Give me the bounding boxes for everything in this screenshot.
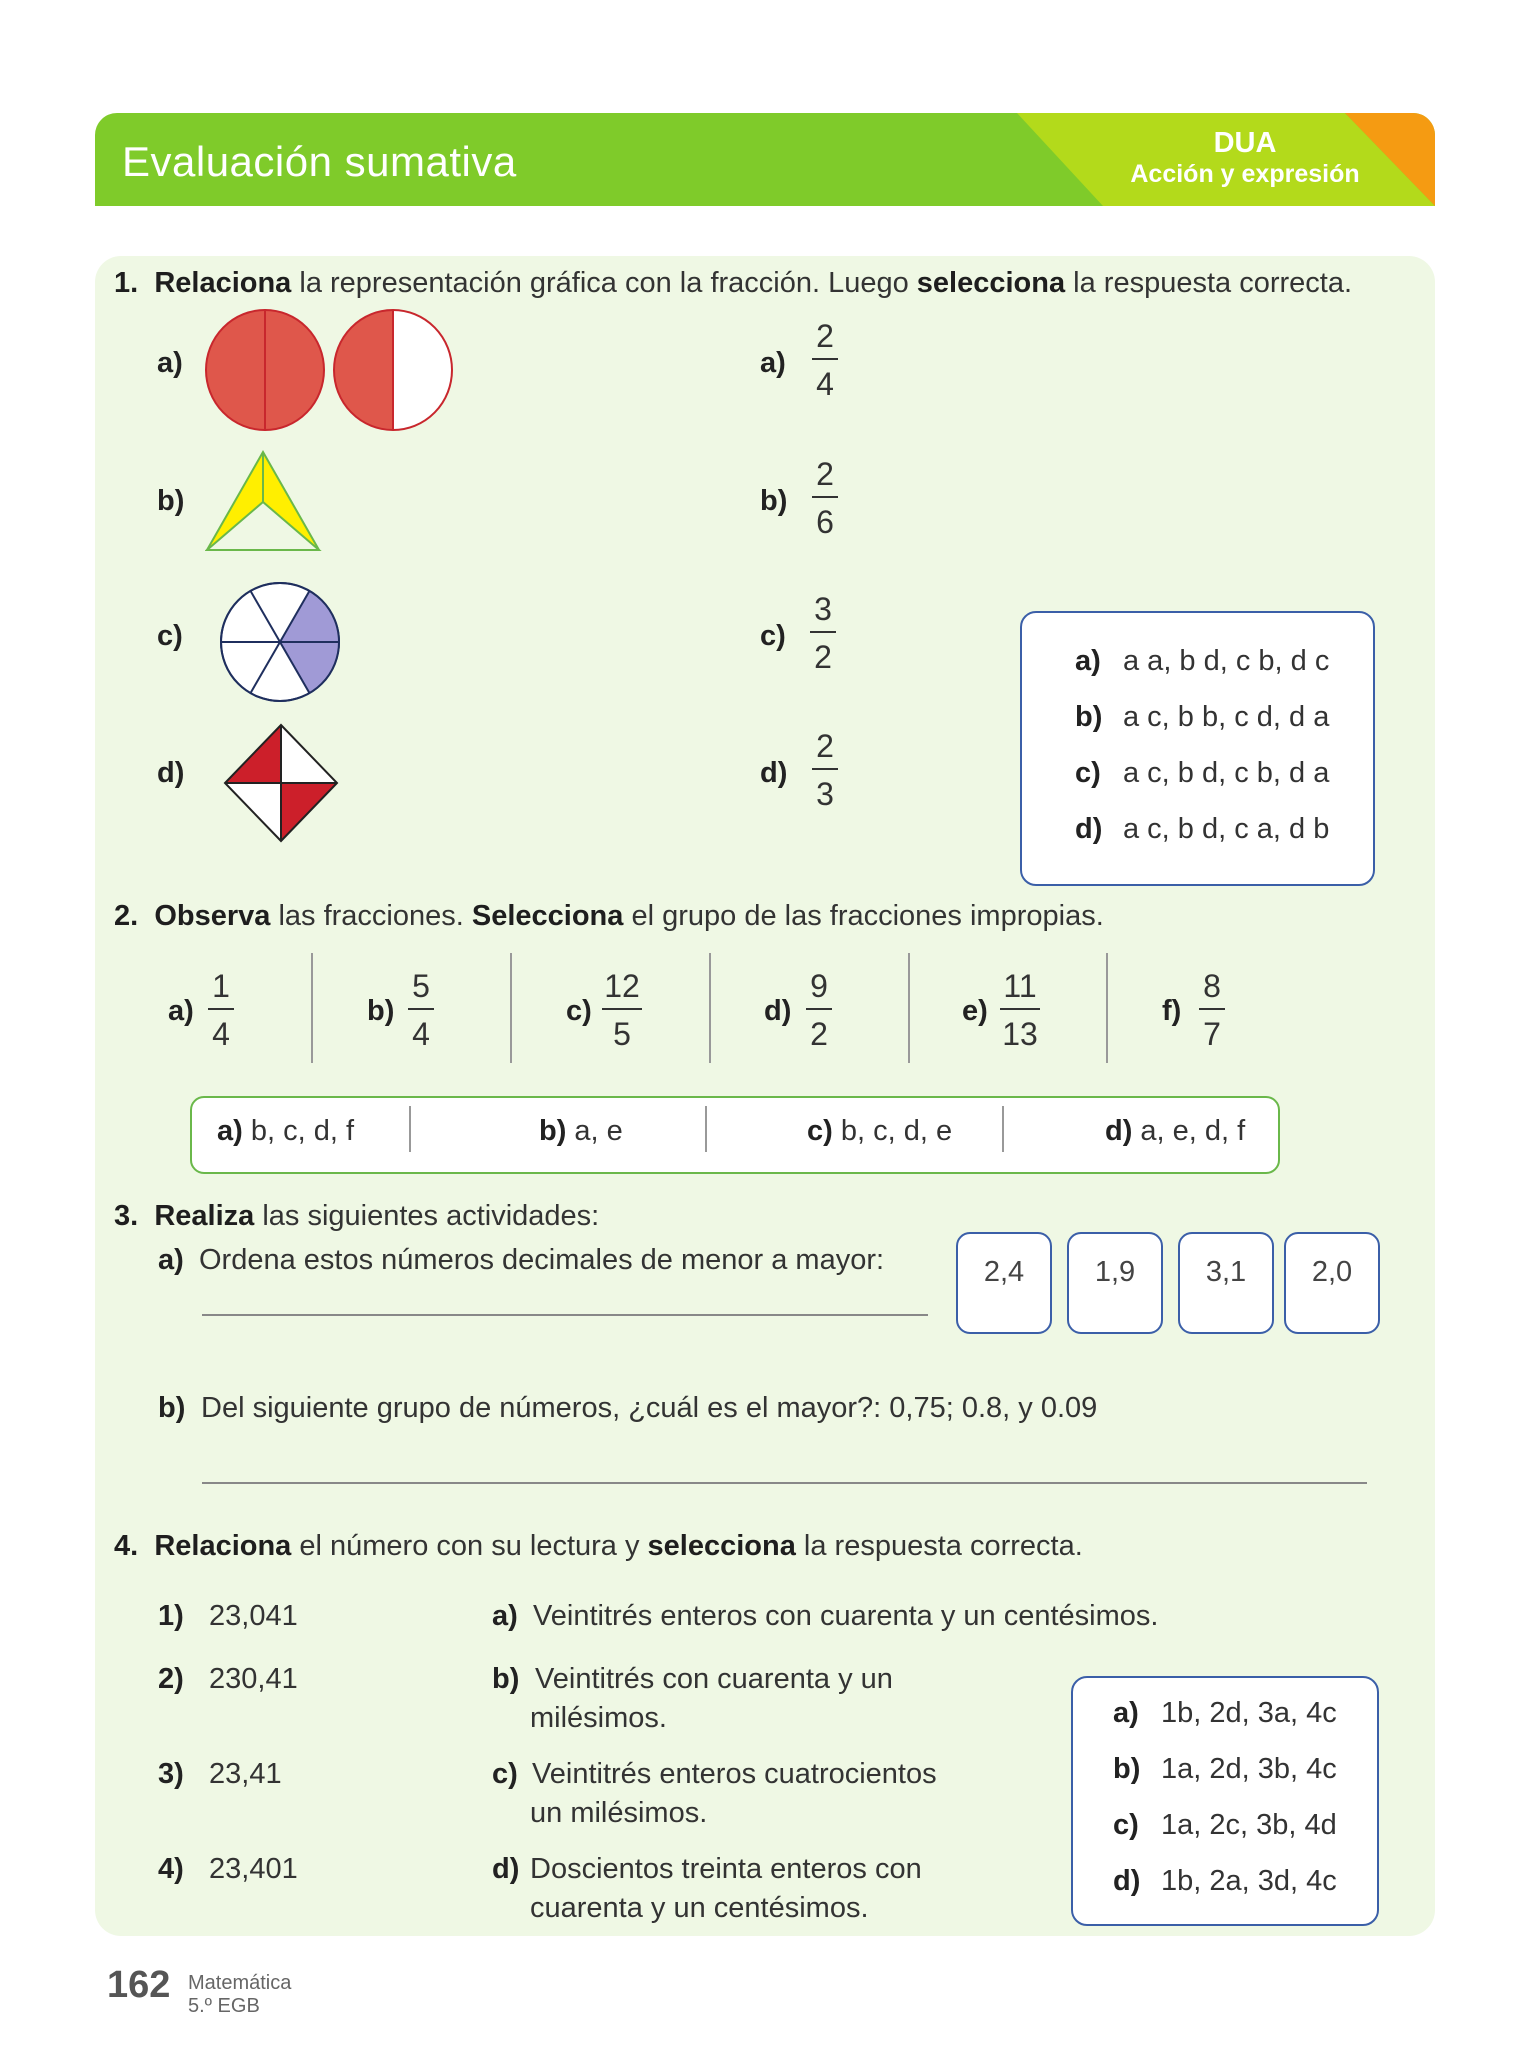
numerator: 12 bbox=[604, 968, 640, 1004]
fraction-2-4 bbox=[812, 320, 838, 400]
q3-item-b-label: b) bbox=[158, 1392, 186, 1424]
fraction-label-b: b) bbox=[367, 995, 395, 1027]
instruction-verb: Realiza bbox=[154, 1200, 255, 1232]
answer-line-b[interactable] bbox=[202, 1482, 1367, 1484]
fraction-label-a: a) bbox=[168, 995, 194, 1027]
option-label: d) bbox=[1113, 1865, 1141, 1897]
numerator: 2 bbox=[816, 318, 834, 354]
denominator: 2 bbox=[810, 1016, 828, 1052]
divider bbox=[409, 1106, 411, 1152]
numerator: 2 bbox=[816, 728, 834, 764]
numerator: 3 bbox=[814, 591, 832, 627]
numerator: 2 bbox=[816, 456, 834, 492]
reading-text-cont: cuarenta y un centésimos. bbox=[530, 1892, 869, 1924]
question-1-title bbox=[114, 267, 1352, 300]
option-label: a) bbox=[1113, 1697, 1139, 1729]
number-label-1: 1) bbox=[158, 1600, 184, 1632]
answer-line-a[interactable] bbox=[202, 1314, 928, 1316]
fraction-3-2 bbox=[810, 593, 836, 673]
fraction-label-e: e) bbox=[962, 995, 988, 1027]
instruction-text: las siguientes actividades: bbox=[254, 1200, 600, 1232]
option-text: a a, b d, c b, d c bbox=[1123, 645, 1330, 677]
reading-label-b: b) bbox=[492, 1663, 520, 1695]
instruction-verb: Selecciona bbox=[471, 900, 624, 932]
number-value: 23,041 bbox=[209, 1600, 298, 1632]
option-text: a c, b b, c d, d a bbox=[1123, 701, 1330, 733]
triangle-thirds-figure bbox=[205, 450, 325, 554]
numerator: 5 bbox=[412, 968, 430, 1004]
number-label-3: 3) bbox=[158, 1758, 184, 1790]
reading-text: Doscientos treinta enteros con bbox=[530, 1853, 922, 1885]
option-label: b) bbox=[1075, 701, 1103, 733]
q4-option-a[interactable] bbox=[1113, 1697, 1337, 1730]
number-value: 23,401 bbox=[209, 1853, 298, 1885]
dua-badge-title: DUA bbox=[1213, 127, 1277, 159]
figure-label-c: c) bbox=[157, 620, 183, 652]
option-text: 1a, 2d, 3b, 4c bbox=[1161, 1753, 1337, 1785]
denominator: 5 bbox=[613, 1016, 631, 1052]
q2-option-b[interactable] bbox=[539, 1115, 623, 1148]
option-label: c) bbox=[1113, 1809, 1139, 1841]
reading-text: Veintitrés con cuarenta y un bbox=[535, 1663, 893, 1695]
option-label: b) bbox=[1113, 1753, 1141, 1785]
question-number: 2. bbox=[114, 900, 139, 932]
figure-label-b: b) bbox=[157, 485, 185, 517]
option-label: d) bbox=[1075, 813, 1103, 845]
fraction-label-f: f) bbox=[1162, 995, 1182, 1027]
reading-text: Veintitrés enteros con cuarenta y un centésimos. bbox=[533, 1600, 1159, 1632]
fraction-label-b: b) bbox=[760, 485, 788, 517]
q2-option-a[interactable] bbox=[217, 1115, 354, 1148]
q4-option-b[interactable] bbox=[1113, 1753, 1337, 1786]
figure-label-a: a) bbox=[157, 347, 183, 379]
instruction-text: el número con su lectura y bbox=[291, 1530, 648, 1562]
q4-option-c[interactable] bbox=[1113, 1809, 1337, 1842]
option-label: b) bbox=[539, 1115, 567, 1147]
option-text: b, c, d, e bbox=[832, 1115, 953, 1147]
option-text: a, e, d, f bbox=[1132, 1115, 1246, 1147]
reading-label-a: a) bbox=[492, 1600, 518, 1632]
diamond-quarters-figure bbox=[222, 722, 340, 844]
option-label: a) bbox=[1075, 645, 1101, 677]
instruction-text: el grupo de las fracciones impropias. bbox=[623, 900, 1104, 932]
q3-item-a-text: Ordena estos números decimales de menor a mayor: bbox=[199, 1244, 885, 1276]
instruction-verb: selecciona bbox=[647, 1530, 796, 1562]
decimal-card[interactable]: 2,0 bbox=[1284, 1232, 1380, 1334]
q1-option-b[interactable] bbox=[1075, 701, 1329, 734]
denominator: 4 bbox=[412, 1016, 430, 1052]
instruction-text: la representación gráfica con la fracción. Luego bbox=[291, 267, 917, 299]
numerator: 8 bbox=[1203, 968, 1221, 1004]
fraction-2-6 bbox=[812, 458, 838, 538]
two-circles-halves-figure bbox=[203, 308, 459, 432]
divider bbox=[908, 953, 910, 1063]
number-value: 230,41 bbox=[209, 1663, 298, 1695]
page-title: Evaluación sumativa bbox=[122, 138, 517, 185]
option-text: a c, b d, c b, d a bbox=[1123, 757, 1330, 789]
denominator: 3 bbox=[816, 776, 834, 812]
decimal-card[interactable]: 1,9 bbox=[1067, 1232, 1163, 1334]
fraction-8-7 bbox=[1199, 970, 1225, 1050]
divider bbox=[705, 1106, 707, 1152]
fraction-label-a: a) bbox=[760, 347, 786, 379]
fraction-5-4 bbox=[408, 970, 434, 1050]
divider bbox=[1002, 1106, 1004, 1152]
fraction-11-13 bbox=[1000, 970, 1040, 1050]
reading-text: Veintitrés enteros cuatrocientos bbox=[532, 1758, 937, 1790]
denominator: 13 bbox=[1002, 1016, 1038, 1052]
decimal-card[interactable]: 3,1 bbox=[1178, 1232, 1274, 1334]
instruction-text: la respuesta correcta. bbox=[1065, 267, 1353, 299]
divider bbox=[1106, 953, 1108, 1063]
denominator: 4 bbox=[816, 366, 834, 402]
option-label: d) bbox=[1105, 1115, 1133, 1147]
instruction-text: las fracciones. bbox=[270, 900, 472, 932]
q3-item-a-label: a) bbox=[158, 1244, 184, 1276]
fraction-label-d: d) bbox=[760, 757, 788, 789]
fraction-label-d: d) bbox=[764, 995, 792, 1027]
numerator: 1 bbox=[212, 968, 230, 1004]
q1-option-a[interactable] bbox=[1075, 645, 1329, 678]
fraction-12-5 bbox=[602, 970, 642, 1050]
q3-item-b-text: Del siguiente grupo de números, ¿cuál es el mayor?: 0,75; 0.8, y 0.09 bbox=[201, 1392, 1098, 1424]
option-text: a, e bbox=[566, 1115, 623, 1147]
q2-option-d[interactable] bbox=[1105, 1115, 1245, 1148]
question-number: 4. bbox=[114, 1530, 139, 1562]
reading-text-cont: un milésimos. bbox=[530, 1797, 708, 1829]
q2-option-c[interactable] bbox=[807, 1115, 952, 1148]
divider bbox=[510, 953, 512, 1063]
numerator: 9 bbox=[810, 968, 828, 1004]
question-number: 3. bbox=[114, 1200, 139, 1232]
option-text: 1b, 2d, 3a, 4c bbox=[1161, 1697, 1337, 1729]
number-value: 23,41 bbox=[209, 1758, 282, 1790]
decimal-card[interactable]: 2,4 bbox=[956, 1232, 1052, 1334]
option-text: b, c, d, f bbox=[242, 1115, 355, 1147]
reading-label-c: c) bbox=[492, 1758, 518, 1790]
denominator: 4 bbox=[212, 1016, 230, 1052]
reading-label-d: d) bbox=[492, 1853, 520, 1885]
option-label: c) bbox=[807, 1115, 833, 1147]
fraction-1-4 bbox=[208, 970, 234, 1050]
header-banner bbox=[95, 113, 1435, 206]
divider bbox=[709, 953, 711, 1063]
question-number: 1. bbox=[114, 267, 139, 299]
instruction-verb: selecciona bbox=[916, 267, 1066, 299]
fraction-label-c: c) bbox=[760, 620, 786, 652]
instruction-text: la respuesta correcta. bbox=[795, 1530, 1083, 1562]
option-text: 1b, 2a, 3d, 4c bbox=[1161, 1865, 1337, 1897]
fraction-label-c: c) bbox=[566, 995, 592, 1027]
divider bbox=[311, 953, 313, 1063]
circle-sixths-figure bbox=[218, 580, 342, 704]
q1-option-d[interactable] bbox=[1075, 813, 1329, 846]
fraction-2-3 bbox=[812, 730, 838, 810]
option-text: 1a, 2c, 3b, 4d bbox=[1161, 1809, 1337, 1841]
reading-text-cont: milésimos. bbox=[530, 1702, 667, 1734]
denominator: 2 bbox=[814, 639, 832, 675]
instruction-verb: Observa bbox=[154, 900, 271, 932]
footer-subject: Matemática bbox=[188, 1972, 292, 1994]
question-4-title bbox=[114, 1530, 1083, 1563]
dua-badge bbox=[1115, 129, 1375, 187]
option-label: a) bbox=[217, 1115, 243, 1147]
question-2-title bbox=[114, 900, 1104, 933]
page-number: 162 bbox=[107, 1964, 171, 2006]
question-3-title bbox=[114, 1200, 599, 1233]
q1-option-c[interactable] bbox=[1075, 757, 1329, 790]
figure-label-d: d) bbox=[157, 757, 185, 789]
footer-grade: 5.º EGB bbox=[188, 1995, 260, 2017]
fraction-9-2 bbox=[806, 970, 832, 1050]
option-text: a c, b d, c a, d b bbox=[1123, 813, 1330, 845]
instruction-verb: Relaciona bbox=[154, 1530, 292, 1562]
number-label-4: 4) bbox=[158, 1853, 184, 1885]
denominator: 6 bbox=[816, 504, 834, 540]
q4-option-d[interactable] bbox=[1113, 1865, 1337, 1898]
option-label: c) bbox=[1075, 757, 1101, 789]
numerator: 11 bbox=[1003, 968, 1037, 1004]
instruction-verb: Relaciona bbox=[154, 267, 292, 299]
denominator: 7 bbox=[1203, 1016, 1221, 1052]
dua-badge-subtitle: Acción y expresión bbox=[1130, 160, 1360, 188]
number-label-2: 2) bbox=[158, 1663, 184, 1695]
